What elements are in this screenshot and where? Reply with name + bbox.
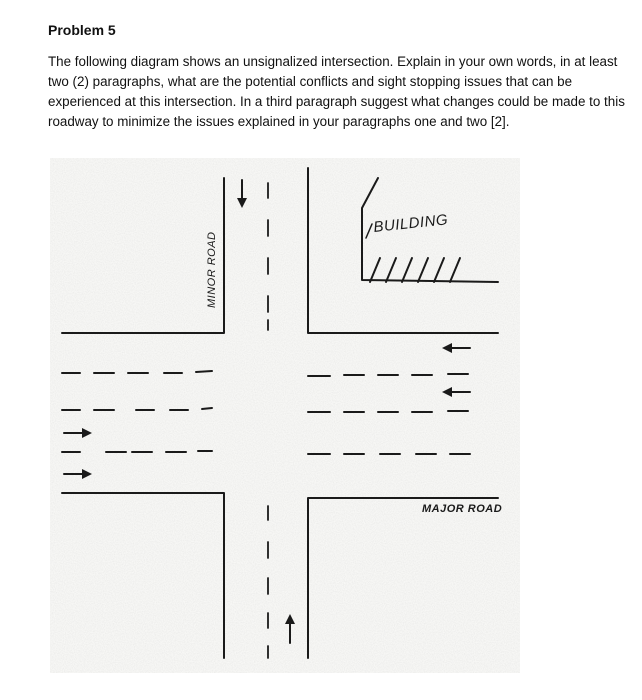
intersection-drawing (50, 158, 520, 673)
problem-description: The following diagram shows an unsignalized intersection. Explain in your own words, in at least two (2) paragraphs, what are the potential conflicts and sight stopping issues that can be experienced at this intersection. In a third paragraph suggest what changes could be made to this roadway to minimize the issues explained in your paragraphs one and two [2]. (48, 54, 625, 129)
major-road-label: MAJOR ROAD (422, 503, 503, 515)
minor-road-label: MINOR ROAD (206, 231, 218, 308)
paper-texture (50, 158, 520, 673)
intersection-diagram (50, 158, 520, 673)
problem-title: Problem 5 (48, 22, 116, 38)
building-label: BUILDING (372, 211, 449, 236)
